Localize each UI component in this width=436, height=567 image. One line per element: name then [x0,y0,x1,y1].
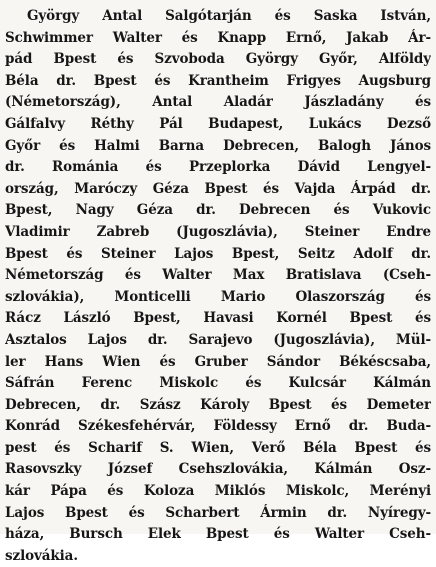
text-line-1: György Antal Salgótarján és Saska István, [27,8,431,24]
text-line-14: szlovákia), Monticelli Mario Olaszország és [5,288,431,305]
text-line-11: Vladimir Zabreb (Jugoszlávia), Steiner Endre [5,223,431,240]
text-line-10: Bpest, Nagy Géza dr. Debrecen és Vukovic [5,202,431,219]
text-line-9: ország, Maróczy Géza Bpest és Vajda Árpád dr. [5,180,431,197]
text-line-7: Győr és Halmi Barna Debrecen, Balogh János [5,137,431,154]
text-line-24: Lajos Bpest és Scharbert Ármin dr. Nyíregy- [5,504,431,521]
article-paragraph [5,6,431,567]
text-line-18: Sáfrán Ferenc Miskolc és Kulcsár Kálmán [5,375,431,392]
text-line-8: dr. Románia és Przeplorka Dávid Lengyel- [5,159,431,176]
text-line-6: Gálfalvy Réthy Pál Budapest, Lukács Dezső [5,115,431,132]
text-line-20: Konrád Székesfehérvár, Földessy Ernő dr. Buda- [5,418,431,435]
text-line-26: szlovákia. [5,547,78,564]
text-line-19: Debrecen, dr. Szász Károly Bpest és Demeter [5,396,431,413]
text-line-22: Rasovszky József Csehszlovákia, Kálmán Osz- [5,461,431,478]
text-line-23: kár Pápa és Koloza Miklós Miskolc, Merényi [5,483,431,500]
text-line-25: háza, Bursch Elek Bpest és Walter Cseh- [5,526,431,543]
text-line-12: Bpest és Steiner Lajos Bpest, Seitz Adolf dr. [5,245,431,262]
text-line-21: pest és Scharif S. Wien, Verő Béla Bpest és [5,439,431,456]
text-line-15: Rácz László Bpest, Havasi Kornél Bpest és [5,310,431,327]
text-line-3: pád Bpest és Szvoboda György Győr, Alföldy [5,51,431,68]
text-line-4: Béla dr. Bpest és Krantheim Frigyes Augsburg [5,72,431,89]
text-line-16: Asztalos Lajos dr. Sarajevo (Jugoszlávia), Mül- [5,331,431,348]
text-line-2: Schwimmer Walter és Knapp Ernő, Jakab Ár- [5,29,431,46]
text-line-5: (Németország), Antal Aladár Jászladány és [5,94,431,111]
text-line-17: ler Hans Wien és Gruber Sándor Békéscsaba, [5,353,431,370]
text-line-13: Németország és Walter Max Bratislava (Cseh- [5,267,431,284]
